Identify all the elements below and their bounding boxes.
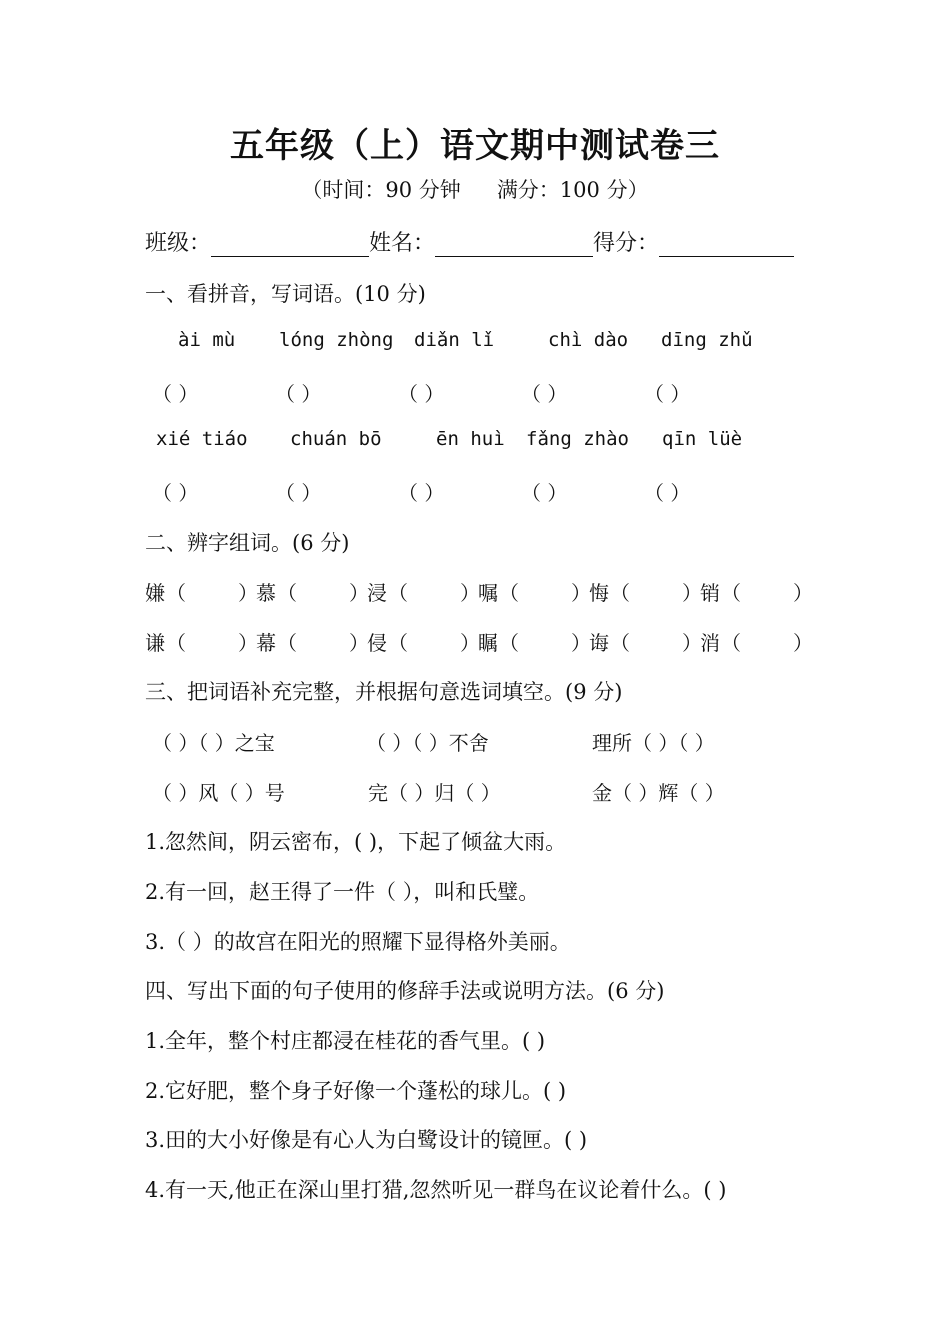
character: 侵: [367, 631, 387, 655]
bracket-open: （: [277, 631, 297, 655]
character: 消: [700, 631, 720, 655]
bracket-open: （: [166, 581, 186, 605]
page-title: 五年级（上）语文期中测试卷三: [230, 126, 720, 166]
idiom-blank[interactable]: （ ）（ ）之宝: [152, 731, 275, 755]
character: 诲: [589, 631, 609, 655]
name-field[interactable]: [435, 234, 593, 257]
bracket-open: （: [610, 581, 630, 605]
score-label: 得分：: [593, 231, 660, 256]
character: 浸: [367, 581, 387, 605]
bracket-open: （: [499, 631, 519, 655]
pinyin: xié tiáo: [156, 428, 248, 450]
bracket-close: ）: [793, 581, 813, 605]
student-info-line: [145, 226, 794, 257]
bracket-close: ）: [460, 581, 480, 605]
bracket-open: （: [721, 631, 741, 655]
class-field[interactable]: [211, 234, 369, 257]
character: 悔: [589, 581, 609, 605]
section1-heading: 一、看拼音，写词语。(10 分): [145, 282, 426, 306]
bracket-open: （: [499, 581, 519, 605]
bracket-close: ）: [349, 631, 369, 655]
answer-bracket[interactable]: （ ）: [152, 481, 199, 505]
bracket-close: ）: [571, 631, 591, 655]
character: 嫌: [145, 581, 165, 605]
idiom-blank[interactable]: 理所（ ）（ ）: [592, 731, 715, 755]
bracket-open: （: [610, 631, 630, 655]
answer-bracket[interactable]: （ ）: [644, 481, 691, 505]
bracket-close: ）: [682, 581, 702, 605]
answer-bracket[interactable]: （ ）: [275, 382, 322, 406]
exam-time: （时间：90 分钟: [301, 178, 461, 202]
score-field[interactable]: [659, 234, 794, 257]
section3-heading: 三、把词语补充完整，并根据句意选词填空。(9 分): [145, 680, 623, 704]
section4-heading: 四、写出下面的句子使用的修辞手法或说明方法。(6 分): [145, 979, 665, 1003]
bracket-close: ）: [460, 631, 480, 655]
exam-meta: [0, 174, 950, 204]
character: 慕: [256, 581, 276, 605]
character: 嘱: [478, 581, 498, 605]
section2-heading: 二、辨字组词。(6 分): [145, 531, 350, 555]
rhetoric-sentence[interactable]: 4.有一天,他正在深山里打猎,忽然听见一群鸟在议论着什么。( ): [145, 1178, 727, 1202]
bracket-close: ）: [682, 631, 702, 655]
class-label: 班级：: [145, 231, 212, 256]
bracket-close: ）: [238, 581, 258, 605]
pinyin: chuán bō: [290, 428, 382, 450]
answer-bracket[interactable]: （ ）: [521, 481, 568, 505]
answer-bracket[interactable]: （ ）: [644, 382, 691, 406]
fill-sentence[interactable]: 2.有一回，赵王得了一件（ ），叫和氏璧。: [145, 880, 540, 904]
idiom-blank[interactable]: 金（ ）辉（ ）: [592, 781, 725, 805]
answer-bracket[interactable]: （ ）: [521, 382, 568, 406]
pinyin: ài mù: [178, 329, 236, 351]
idiom-blank[interactable]: （ ）风（ ）号: [152, 781, 285, 805]
character: 销: [700, 581, 720, 605]
character: 谦: [145, 631, 165, 655]
bracket-open: （: [388, 631, 408, 655]
fill-sentence[interactable]: 1.忽然间，阴云密布，( )，下起了倾盆大雨。: [145, 830, 567, 854]
pinyin: diǎn lǐ: [414, 329, 495, 351]
bracket-close: ）: [349, 581, 369, 605]
pinyin: qīn lüè: [662, 428, 743, 450]
bracket-close: ）: [238, 631, 258, 655]
bracket-close: ）: [793, 631, 813, 655]
answer-bracket[interactable]: （ ）: [398, 382, 445, 406]
rhetoric-sentence[interactable]: 3.田的大小好像是有心人为白鹭设计的镜匣。( ): [145, 1128, 588, 1152]
exam-full-score: 满分：100 分）: [496, 178, 649, 202]
pinyin: ēn huì: [436, 428, 505, 450]
bracket-open: （: [721, 581, 741, 605]
bracket-open: （: [388, 581, 408, 605]
character: 幕: [256, 631, 276, 655]
pinyin: lóng zhòng: [279, 329, 394, 351]
pinyin: chì dào: [548, 329, 629, 351]
character: 瞩: [478, 631, 498, 655]
answer-bracket[interactable]: （ ）: [275, 481, 322, 505]
idiom-blank[interactable]: （ ）（ ）不舍: [366, 731, 489, 755]
fill-sentence[interactable]: 3.（ ）的故宫在阳光的照耀下显得格外美丽。: [145, 930, 571, 954]
pinyin: fǎng zhào: [526, 428, 629, 450]
idiom-blank[interactable]: 完（ ）归（ ）: [368, 781, 501, 805]
rhetoric-sentence[interactable]: 1.全年，整个村庄都浸在桂花的香气里。( ): [145, 1029, 546, 1053]
bracket-open: （: [166, 631, 186, 655]
answer-bracket[interactable]: （ ）: [398, 481, 445, 505]
answer-bracket[interactable]: （ ）: [152, 382, 199, 406]
bracket-close: ）: [571, 581, 591, 605]
bracket-open: （: [277, 581, 297, 605]
name-label: 姓名：: [369, 231, 436, 256]
rhetoric-sentence[interactable]: 2.它好肥，整个身子好像一个蓬松的球儿。( ): [145, 1079, 567, 1103]
pinyin: dīng zhǔ: [661, 329, 753, 351]
